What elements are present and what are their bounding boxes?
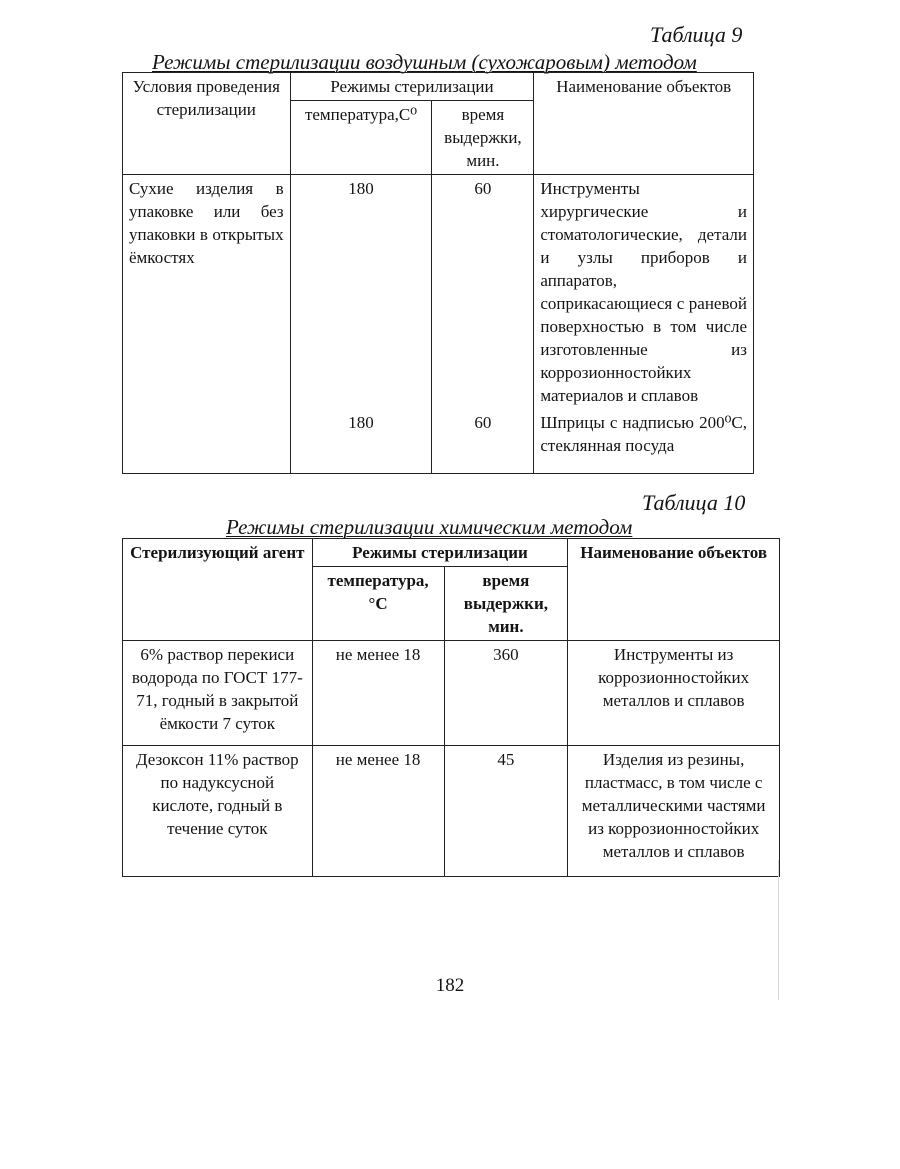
table-row <box>123 175 754 410</box>
table10-header-row <box>123 539 780 567</box>
table10-cell-agent: Дезоксон 11% раствор по надуксусной кислоте, годный в течение суток <box>123 746 313 877</box>
table10-label: Таблица 10 <box>642 490 746 515</box>
table10-header-objects: Наименование объектов <box>568 539 780 641</box>
table10-caption: Режимы стерилизации химическим методом <box>226 515 633 539</box>
table10-cell-time: 45 <box>444 746 568 877</box>
table10-cell-temperature: не менее 18 <box>312 746 444 877</box>
table9-header-objects: Наименование объектов <box>534 73 754 175</box>
table10-cell-objects: Инструменты из коррозионностойких металлов и сплавов <box>568 641 780 746</box>
table10-cell-objects: Изделия из резины, пластмасс, в том числе с металлическими частями из коррозионностойких металлов и сплавов <box>568 746 780 877</box>
table9-cell-temperature: 180 <box>290 175 432 410</box>
table9-header-time: время выдержки, мин. <box>432 101 534 175</box>
table9-cell-time: 60 <box>432 409 534 474</box>
table9-label: Таблица 9 <box>650 22 743 47</box>
table9-caption: Режимы стерилизации воздушным (сухожаровым) методом <box>152 50 697 74</box>
table9-cell-conditions: Сухие изделия в упаковке или без упаковки в открытых ёмкостях <box>123 175 291 410</box>
table10-header-temperature: температура, °С <box>312 567 444 641</box>
table10 <box>122 538 780 877</box>
table10-header-time: время выдержки, мин. <box>444 567 568 641</box>
table10-header-modes: Режимы стерилизации <box>312 539 568 567</box>
table9-header-conditions: Условия проведения стерилизации <box>123 73 291 175</box>
table9-cell-objects: Шприцы с надписью 200⁰С, стеклянная посуда <box>534 409 754 474</box>
table10-header-agent: Стерилизующий агент <box>123 539 313 641</box>
table10-cell-agent: 6% раствор перекиси водорода по ГОСТ 177-71, годный в закрытой ёмкости 7 суток <box>123 641 313 746</box>
table9-header-temperature: температура,С⁰ <box>290 101 432 175</box>
table9-cell-objects: Инструменты хирургические и стоматологические, детали и узлы приборов и аппаратов, соприкасающиеся с раневой поверхностью в том числе изготовленные из коррозионностойких материалов и сплавов <box>534 175 754 410</box>
table10-cell-temperature: не менее 18 <box>312 641 444 746</box>
table-row <box>123 641 780 746</box>
table-row <box>123 746 780 877</box>
table9-cell-temperature: 180 <box>290 409 432 474</box>
table-row <box>123 409 754 474</box>
table9-header-row <box>123 73 754 101</box>
table9-header-modes: Режимы стерилизации <box>290 73 534 101</box>
table10-cell-time: 360 <box>444 641 568 746</box>
page-number: 182 <box>435 975 465 996</box>
table9-cell-conditions <box>123 409 291 474</box>
table9 <box>122 72 754 474</box>
table9-cell-time: 60 <box>432 175 534 410</box>
